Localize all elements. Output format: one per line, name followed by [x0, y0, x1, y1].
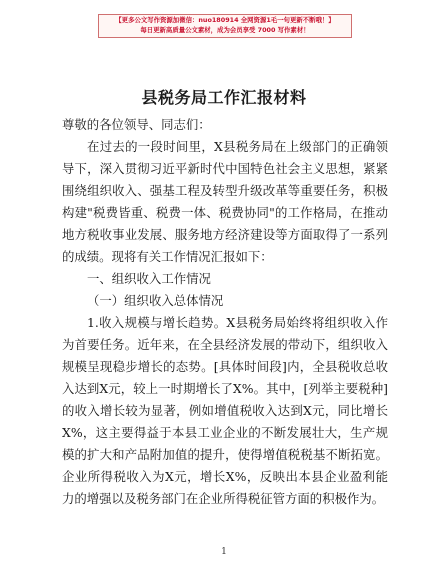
subsection-heading-block — [62, 290, 388, 312]
section-heading-block — [62, 268, 388, 290]
promo-banner-line-2: 每日更新高质量公文素材，成为会员享受 7000 写作素材！ — [140, 26, 310, 34]
section-heading: 一、组织收入工作情况 — [87, 271, 211, 286]
subsection-heading: （一）组织收入总体情况 — [87, 293, 224, 308]
greeting: 尊敬的各位领导、同志们： — [62, 117, 211, 132]
greeting-block — [62, 114, 388, 136]
intro-block — [62, 136, 388, 268]
intro-paragraph: 在过去的一段时间里，X县税务局在上级部门的正确领导下，深入贯彻习近平新时代中国特色社会主义思想，紧紧围绕组织收入、强基工程及转型升级改革等重要任务，积极构建"税费皆重、税费一体、税费协同"的工作格局，在推动地方税收事业发展、服务地方经济建设等方面取得了一系列的成绩。现将有关工作情况汇报如下： — [62, 139, 388, 264]
revenue-block — [62, 312, 388, 510]
promo-banner-line-1: 【更多公文写作资源加微信：nuo180914 全网资源1毛一句更新不断哦！】 — [115, 16, 335, 24]
page-number: 1 — [221, 547, 227, 557]
promo-banner — [98, 14, 352, 38]
document-title: 县税务局工作汇报材料 — [141, 88, 307, 107]
revenue-paragraph: 1.收入规模与增长趋势。X县税务局始终将组织收入作为首要任务。近年来，在全县经济发展的带动下，组织收入规模呈现稳步增长的态势。[具体时间段]内，全县税收总收入达到X元，较上一时期增长了X%。其中，[列举主要税种]的收入增长较为显著，例如增值税收入达到X元，同比增长X%，这主要得益于本县工业企业的不断发展壮大，生产规模的扩大和产品附加值的提升，使得增值税税基不断拓宽。企业所得税收入为X元，增长X%，反映出本县企业盈利能力的增强以及税务部门在企业所得税征管方面的积极作为。 — [62, 315, 388, 506]
